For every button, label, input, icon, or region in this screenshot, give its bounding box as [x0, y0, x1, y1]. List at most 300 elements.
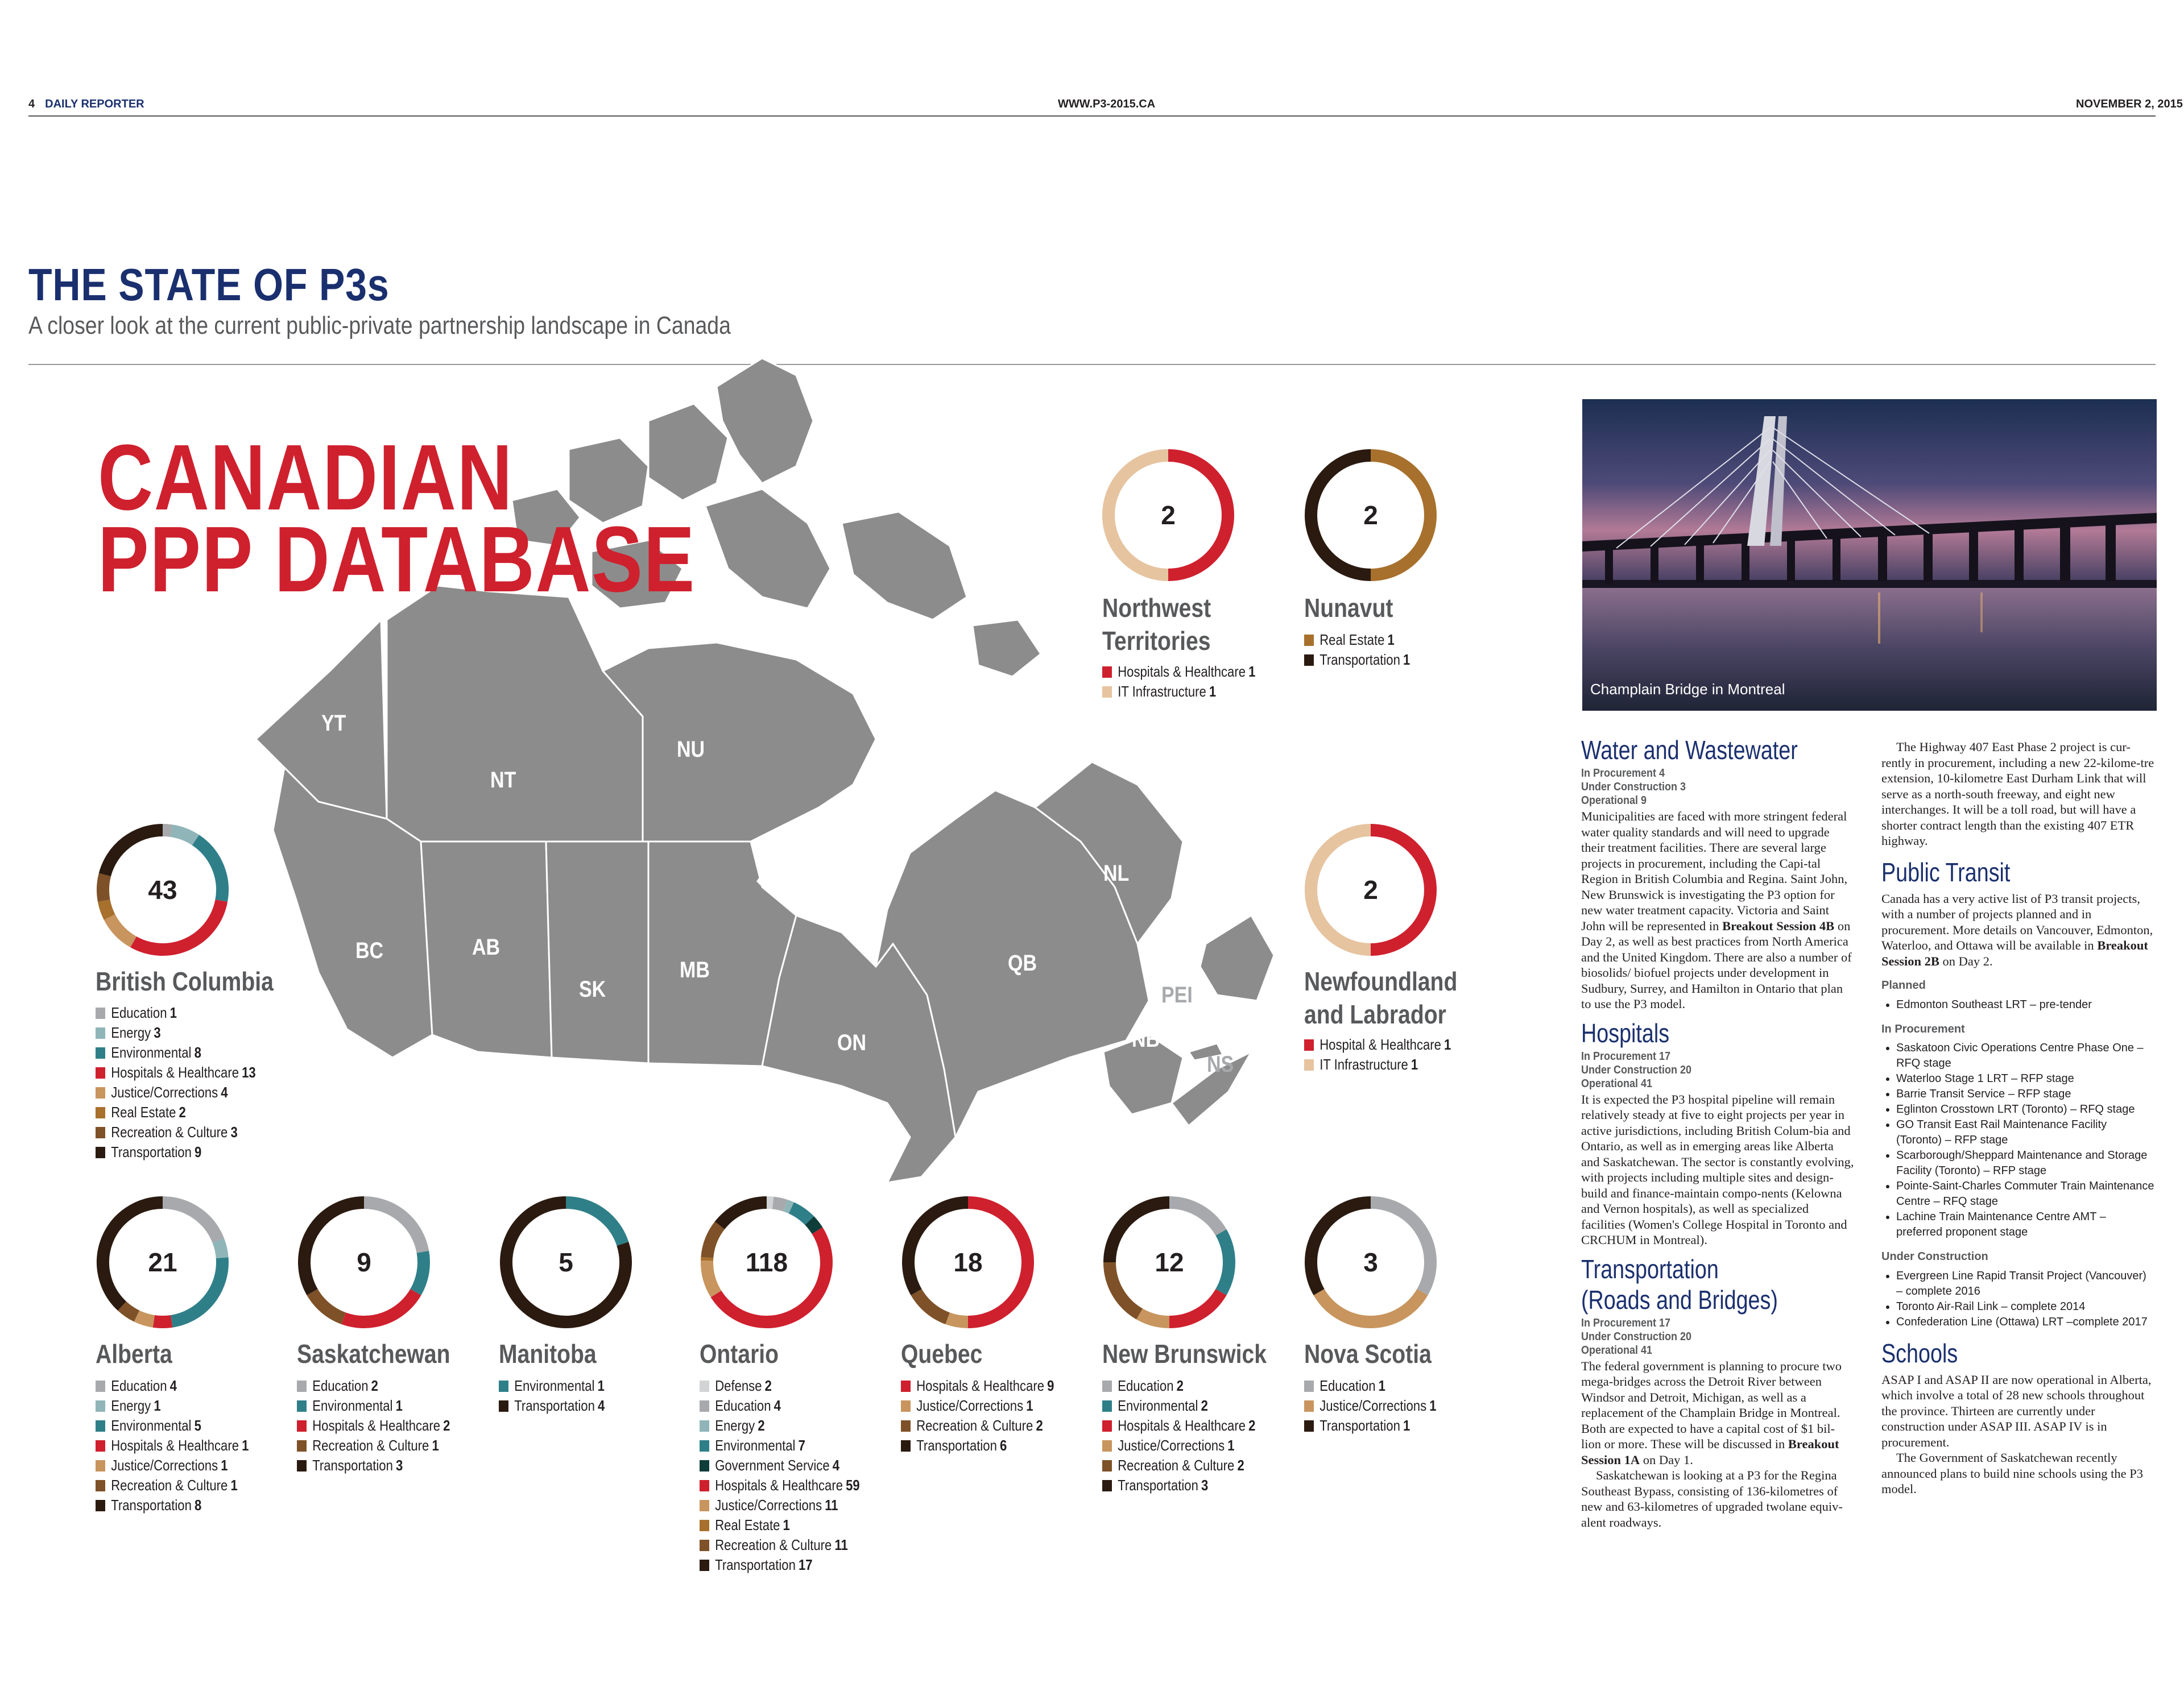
legend-item: [901, 1416, 1054, 1436]
photo-caption: Champlain Bridge in Montreal: [1590, 681, 1785, 698]
legend-swatch: [1304, 1059, 1314, 1071]
legend-label: Environmental: [312, 1397, 393, 1414]
legend-label: Justice/Corrections: [916, 1397, 1024, 1414]
legend-saskatchewan: [297, 1376, 450, 1475]
heading-transportation-sub: (Roads and Bridges): [1581, 1284, 1778, 1315]
legend-value: 1: [432, 1437, 439, 1454]
legend-quebec: [901, 1376, 1054, 1456]
paragraph-transportation-3: The Highway 407 East Phase 2 project is cur-rently in procurement, including a new 22-kilome-tre extension, 10-kilometre East Durham Link that will serve as a north-south freeway, and eight new interchanges. It will be a toll road, but will have a shorter contract length than the existing 407 ETR highway.: [1881, 740, 2154, 848]
legend-item: [1102, 1475, 1255, 1495]
legend-item: [96, 1456, 249, 1475]
text-run: Canada has a very active list of P3 transit projects, with a number of projects planned and in procurement. More details on Vancouver, Edmonton, Waterloo, and Ottawa will be available in: [1881, 891, 2153, 952]
legend-value: 4: [832, 1457, 840, 1474]
legend-value: 9: [1047, 1377, 1054, 1394]
legend-swatch: [901, 1400, 911, 1412]
legend-swatch: [96, 1381, 105, 1392]
donut-total: 9: [357, 1247, 371, 1277]
legend-label: Environmental: [111, 1044, 192, 1061]
legend-item: [96, 1063, 256, 1083]
legend-label: Justice/Corrections: [111, 1084, 218, 1101]
legend-label: Environmental: [111, 1417, 192, 1434]
legend-swatch: [1102, 1400, 1112, 1412]
legend-value: 13: [242, 1064, 256, 1081]
legend-swatch: [96, 1008, 105, 1019]
paragraph-water: [1581, 809, 1854, 1012]
legend-label: Transportation: [111, 1143, 192, 1160]
map-label-nl: NL: [1103, 861, 1130, 886]
legend-value: 1: [597, 1377, 605, 1394]
legend-item: [1304, 630, 1410, 650]
list-construction: [1881, 1269, 2154, 1330]
legend-label: Education: [1320, 1377, 1376, 1394]
legend-swatch: [1102, 1460, 1112, 1472]
legend-label: Transportation: [312, 1457, 393, 1474]
legend-alberta: [96, 1376, 249, 1515]
legend-swatch: [297, 1460, 307, 1472]
legend-value: 17: [798, 1556, 813, 1573]
list-item: • Waterloo Stage 1 LRT – RFP stage: [1896, 1071, 2154, 1087]
legend-item: [96, 1102, 256, 1122]
legend-value: 1: [1227, 1437, 1235, 1454]
donut-chart-manitoba: [498, 1194, 634, 1330]
province-name-alberta: Alberta: [96, 1339, 172, 1369]
legend-item: [499, 1376, 605, 1396]
donut-chart-saskatchewan: [296, 1194, 432, 1330]
subhead-planned: Planned: [1881, 979, 1926, 992]
session-link: Breakout Session 2B: [1881, 938, 2148, 968]
heading-hospitals: Hospitals: [1581, 1018, 1670, 1048]
stat-line: Under Construction 3: [1581, 781, 1686, 793]
legend-item: [1102, 1436, 1255, 1456]
legend-manitoba: [499, 1376, 605, 1416]
legend-swatch: [96, 1420, 105, 1432]
legend-swatch: [1304, 1381, 1314, 1392]
legend-value: 11: [834, 1536, 848, 1553]
heading-transportation: Transportation: [1581, 1254, 1719, 1284]
list-item: • Scarborough/Sheppard Maintenance and Storage Facility (Toronto) – RFP stage: [1896, 1148, 2154, 1179]
legend-value: 2: [1176, 1377, 1184, 1394]
legend-item: [1304, 1396, 1437, 1416]
legend-label: Hospitals & Healthcare: [111, 1064, 239, 1081]
legend-item: [1102, 1456, 1255, 1475]
stat-line: Under Construction 20: [1581, 1063, 1692, 1076]
header-left: [28, 98, 144, 111]
session-link: Breakout Session 1A: [1581, 1437, 1839, 1467]
legend-item: [700, 1475, 860, 1495]
province-name-novascotia: Nova Scotia: [1304, 1339, 1432, 1369]
legend-value: 3: [154, 1024, 161, 1041]
legend-value: 2: [1248, 1417, 1256, 1434]
bridge-illustration: [1582, 399, 2157, 711]
legend-label: IT Infrastructure: [1320, 1056, 1408, 1073]
legend-ontario: [700, 1376, 860, 1575]
legend-value: 2: [1036, 1417, 1043, 1434]
legend-label: Hospitals & Healthcare: [715, 1477, 843, 1494]
province-name-line2: and Labrador: [1304, 1000, 1446, 1029]
legend-item: [901, 1436, 1054, 1456]
donut-total: 12: [1155, 1247, 1184, 1277]
legend-value: 8: [194, 1044, 201, 1061]
legend-label: Government Service: [715, 1457, 830, 1474]
legend-swatch: [1102, 1480, 1112, 1491]
province-name-line2: Territories: [1102, 626, 1211, 656]
legend-swatch: [96, 1107, 105, 1118]
map-label-on: ON: [837, 1030, 866, 1055]
publication-name: DAILY REPORTER: [45, 98, 144, 110]
legend-item: [96, 1122, 256, 1142]
legend-item: [96, 1083, 256, 1102]
legend-swatch: [297, 1440, 307, 1452]
text-run: on Day 2, as well as best practices from North America and the United Kingdom. There are also a number of biosolids/ biofuel projects under development in Sudbury, Surrey, and Hamilton in Ontario that plan to use the P3 model.: [1581, 918, 1852, 1011]
legend-swatch: [96, 1500, 105, 1511]
paragraph-schools-1: ASAP I and ASAP II are now operational in Alberta, which involve a total of 28 new schools throughout the province. Thirteen are currently under construction under ASAP III. ASAP IV is in procurement.: [1881, 1372, 2152, 1449]
legend-item: [96, 1043, 256, 1063]
legend-label: Recreation & Culture: [1118, 1457, 1235, 1474]
legend-bc: [96, 1003, 256, 1162]
legend-label: Environmental: [514, 1377, 595, 1394]
legend-swatch: [96, 1460, 105, 1472]
donut-chart-newbrunswick: [1101, 1194, 1238, 1330]
legend-item: [700, 1555, 860, 1575]
legend-swatch: [96, 1400, 105, 1412]
legend-label: Hospitals & Healthcare: [916, 1377, 1044, 1394]
article-column-1: [1581, 735, 1854, 1530]
stat-line: In Procurement 17: [1581, 1050, 1671, 1063]
legend-label: Justice/Corrections: [715, 1497, 822, 1514]
map-label-ab: AB: [472, 935, 500, 960]
subhead-construction: Under Construction: [1881, 1250, 1988, 1263]
text-run: on Day 2.: [1939, 954, 1993, 968]
legend-value: 1: [169, 1004, 177, 1021]
legend-label: Defense: [715, 1377, 762, 1394]
legend-label: Transportation: [514, 1397, 595, 1414]
donut-total: 2: [1161, 500, 1176, 530]
legend-value: 2: [758, 1417, 765, 1434]
legend-swatch: [700, 1520, 709, 1531]
legend-nwt: [1102, 662, 1255, 702]
legend-value: 3: [395, 1457, 403, 1474]
list-item: • Barrie Transit Service – RFP stage: [1896, 1087, 2154, 1102]
province-name-nunavut: Nunavut: [1304, 593, 1393, 623]
legend-item: [96, 1142, 256, 1162]
legend-value: 4: [774, 1397, 781, 1414]
donut-total: 118: [745, 1247, 788, 1277]
legend-label: Transportation: [111, 1497, 192, 1514]
list-item: • GO Transit East Rail Maintenance Facility (Toronto) – RFP stage: [1896, 1117, 2154, 1148]
legend-label: Education: [111, 1377, 167, 1394]
legend-value: 1: [1387, 631, 1395, 648]
legend-item: [700, 1515, 860, 1535]
legend-label: Recreation & Culture: [111, 1477, 228, 1494]
legend-label: Education: [111, 1004, 167, 1021]
legend-swatch: [96, 1067, 105, 1079]
donut-total: 2: [1363, 875, 1378, 905]
legend-swatch: [1304, 654, 1314, 666]
province-name-bc: British Columbia: [96, 967, 274, 996]
map-label-bc: BC: [355, 938, 384, 963]
legend-item: [700, 1376, 860, 1396]
map-label-ns: NS: [1207, 1052, 1234, 1077]
legend-label: Transportation: [1320, 1417, 1400, 1434]
map-label-nt: NT: [490, 768, 516, 793]
legend-value: 1: [221, 1457, 228, 1474]
legend-item: [96, 1475, 249, 1495]
legend-item: [297, 1456, 450, 1475]
legend-value: 3: [1201, 1477, 1209, 1494]
province-name-newbrunswick: New Brunswick: [1102, 1339, 1267, 1369]
database-title: [98, 425, 696, 611]
map-label-nu: NU: [677, 737, 705, 762]
donut-total: 21: [148, 1247, 177, 1277]
page-subtitle: A closer look at the current public-private partnership landscape in Canada: [28, 312, 731, 339]
legend-swatch: [1304, 1400, 1314, 1412]
legend-value: 6: [999, 1437, 1007, 1454]
donut-chart-ontario: [698, 1194, 835, 1330]
legend-swatch: [901, 1440, 911, 1452]
text-run: The federal government is planning to procure two mega-bridges across the Detroit River between Windsor and Detroit, Michigan, as well as a replacement of the Champlain Bridge in Montreal. Both are expected to have a capital cost of $1 bil-lion or more. These will be discussed in: [1581, 1358, 1842, 1451]
legend-item: [700, 1396, 860, 1416]
stat-line: Under Construction 20: [1581, 1330, 1692, 1343]
legend-item: [700, 1416, 860, 1436]
paragraph-transportation-2: Saskatchewan is looking at a P3 for the Regina Southeast Bypass, consisting of 136-kilometres of new and 63-kilometres of upgraded twolane equiv-alent roadways.: [1581, 1468, 1843, 1530]
article-column-2: [1881, 739, 2154, 1497]
legend-item: [700, 1436, 860, 1456]
legend-swatch: [1102, 1381, 1112, 1392]
legend-swatch: [297, 1400, 307, 1412]
legend-swatch: [700, 1440, 709, 1452]
legend-swatch: [96, 1127, 105, 1138]
legend-swatch: [700, 1400, 709, 1412]
text-run: Municipalities are faced with more stringent federal water quality standards and will need to upgrade their treatment facilities. There are several large projects in procurement, including the Capi-tal Region in British Columbia and Regina. Saint John, New Brunswick is investigating the P3 option for new water treatment capacity. Victoria and Saint John will be represented in: [1581, 809, 1848, 933]
legend-label: Hospitals & Healthcare: [1118, 1417, 1246, 1434]
legend-swatch: [901, 1381, 911, 1392]
legend-label: Hospitals & Healthcare: [1118, 663, 1246, 680]
paragraph-transit: [1881, 891, 2154, 969]
legend-item: [96, 1003, 256, 1023]
legend-item: [1304, 1416, 1437, 1436]
donut-total: 3: [1363, 1247, 1378, 1277]
legend-swatch: [96, 1047, 105, 1059]
map-label-yt: YT: [321, 711, 346, 736]
donut-total: 18: [953, 1247, 983, 1277]
legend-swatch: [499, 1381, 508, 1392]
legend-item: [297, 1416, 450, 1436]
legend-swatch: [700, 1500, 709, 1511]
website-url[interactable]: WWW.P3-2015.CA: [1058, 98, 1156, 110]
legend-item: [499, 1396, 605, 1416]
header-rule: [28, 115, 2156, 117]
database-title-line1: CANADIAN: [98, 425, 514, 529]
legend-swatch: [96, 1087, 105, 1099]
legend-label: Justice/Corrections: [1118, 1437, 1225, 1454]
donut-total: 2: [1363, 500, 1378, 530]
legend-value: 4: [221, 1084, 228, 1101]
legend-item: [1102, 662, 1255, 682]
legend-item: [1102, 1376, 1255, 1396]
legend-item: [1304, 1376, 1437, 1396]
legend-value: 2: [443, 1417, 450, 1434]
list-item: • Pointe-Saint-Charles Commuter Train Maintenance Centre – RFQ stage: [1896, 1179, 2154, 1209]
stat-line: In Procurement 4: [1581, 767, 1665, 780]
legend-swatch: [700, 1560, 709, 1571]
legend-value: 1: [1410, 1056, 1418, 1073]
page-title: THE STATE OF P3s: [28, 259, 390, 310]
legend-label: Hospitals & Healthcare: [111, 1437, 239, 1454]
legend-value: 1: [242, 1437, 249, 1454]
legend-value: 2: [371, 1377, 378, 1394]
province-name-ontario: Ontario: [700, 1339, 779, 1369]
donut-chart-nwt: [1100, 447, 1236, 583]
legend-label: Recreation & Culture: [715, 1536, 832, 1553]
legend-label: Education: [312, 1377, 369, 1394]
legend-item: [1304, 1035, 1451, 1055]
legend-swatch: [1102, 1440, 1112, 1452]
stat-line: Operational 41: [1581, 1344, 1653, 1357]
legend-label: Hospital & Healthcare: [1320, 1036, 1441, 1053]
stat-line: Operational 9: [1581, 794, 1647, 807]
list-planned: [1881, 997, 2154, 1013]
text-run: on Day 1.: [1640, 1452, 1693, 1467]
legend-item: [700, 1495, 860, 1515]
legend-item: [700, 1456, 860, 1475]
heading-water: Water and Wastewater: [1581, 735, 1798, 765]
legend-label: Energy: [111, 1024, 151, 1041]
legend-nunavut: [1304, 630, 1410, 670]
map-label-mb: MB: [680, 958, 710, 983]
legend-swatch: [96, 1480, 105, 1491]
province-name-manitoba: Manitoba: [499, 1339, 597, 1369]
legend-item: [297, 1436, 450, 1456]
map-label-pei: PEI: [1161, 983, 1193, 1008]
legend-swatch: [1304, 635, 1314, 646]
legend-item: [1304, 650, 1410, 670]
legend-value: 1: [395, 1397, 403, 1414]
legend-value: 3: [230, 1124, 238, 1141]
donut-chart-nunavut: [1302, 447, 1439, 583]
legend-label: Environmental: [1118, 1397, 1198, 1414]
province-name-nwt: [1102, 591, 1211, 657]
legend-label: Real Estate: [111, 1104, 176, 1121]
legend-label: Hospitals & Healthcare: [312, 1417, 440, 1434]
legend-label: Transportation: [916, 1437, 997, 1454]
legend-swatch: [1102, 666, 1112, 678]
session-link: Breakout Session 4B: [1722, 918, 1835, 933]
legend-value: 2: [179, 1104, 186, 1121]
legend-value: 11: [825, 1497, 838, 1514]
map-label-nb: NB: [1132, 1027, 1160, 1052]
legend-swatch: [499, 1400, 508, 1412]
legend-swatch: [700, 1540, 709, 1551]
heading-schools: Schools: [1881, 1338, 1958, 1368]
legend-value: 9: [194, 1143, 202, 1160]
legend-swatch: [700, 1420, 709, 1432]
legend-value: 1: [783, 1516, 790, 1533]
donut-chart-newfoundland: [1302, 822, 1439, 958]
list-item: • Edmonton Southeast LRT – pre-tender: [1896, 997, 2154, 1013]
legend-item: [96, 1495, 249, 1515]
legend-swatch: [297, 1381, 307, 1392]
legend-swatch: [96, 1027, 105, 1039]
legend-label: Recreation & Culture: [312, 1437, 429, 1454]
province-name-quebec: Quebec: [901, 1339, 983, 1369]
legend-item: [96, 1023, 256, 1043]
legend-value: 1: [1403, 1417, 1410, 1434]
legend-value: 1: [1403, 651, 1410, 668]
legend-label: IT Infrastructure: [1118, 683, 1206, 700]
donut-chart-bc: [94, 822, 231, 958]
subhead-procurement: In Procurement: [1881, 1022, 1965, 1035]
legend-swatch: [1102, 686, 1112, 698]
database-title-line2: PPP DATABASE: [98, 507, 696, 611]
legend-label: Justice/Corrections: [1320, 1397, 1427, 1414]
donut-chart-alberta: [94, 1194, 231, 1330]
legend-swatch: [700, 1460, 709, 1472]
legend-label: Environmental: [715, 1437, 796, 1454]
list-item: • Confederation Line (Ottawa) LRT –complete 2017: [1896, 1315, 2154, 1330]
heading-transit: Public Transit: [1881, 857, 2011, 887]
legend-value: 1: [1209, 683, 1217, 700]
legend-value: 1: [1248, 663, 1256, 680]
legend-item: [901, 1396, 1054, 1416]
province-name-line1: Northwest: [1102, 593, 1211, 623]
legend-swatch: [96, 1440, 105, 1452]
paragraph-hospitals: It is expected the P3 hospital pipeline will remain relatively steady at five to eight projects per year in active jurisdictions, including British Colum-bia and Ontario, as well as in emerging areas like Alberta and Saskatchewan. The sector is constantly evolving, with projects including multiple sites and design-build and finance-maintain compo-nents (Kelowna and Vernon hospitals), as well as specialized facilities (Women's College Hospital in Toronto and CRCHUM in Montreal).: [1581, 1092, 1854, 1247]
legend-value: 2: [764, 1377, 772, 1394]
legend-label: Real Estate: [1320, 631, 1385, 648]
province-name-line1: Newfoundland: [1304, 967, 1458, 996]
page-number: 4: [28, 98, 35, 110]
legend-item: [1102, 1396, 1255, 1416]
legend-item: [96, 1416, 249, 1436]
legend-swatch: [1304, 1420, 1314, 1432]
legend-item: [901, 1376, 1054, 1396]
list-procurement: [1881, 1041, 2154, 1240]
legend-value: 7: [798, 1437, 805, 1454]
list-item: • Toronto Air-Rail Link – complete 2014: [1896, 1299, 2154, 1315]
legend-value: 2: [1237, 1457, 1244, 1474]
list-item: • Evergreen Line Rapid Transit Project (Vancouver) – complete 2016: [1896, 1269, 2154, 1299]
legend-swatch: [1304, 1039, 1314, 1051]
donut-total: 43: [148, 875, 177, 905]
legend-newfoundland: [1304, 1035, 1451, 1075]
legend-swatch: [901, 1420, 911, 1432]
donut-chart-quebec: [900, 1194, 1036, 1330]
stat-line: Operational 41: [1581, 1077, 1653, 1090]
legend-value: 1: [1378, 1377, 1385, 1394]
legend-value: 4: [597, 1397, 605, 1414]
issue-date: NOVEMBER 2, 2015: [2076, 98, 2183, 110]
legend-value: 1: [154, 1397, 161, 1414]
legend-item: [96, 1436, 249, 1456]
legend-label: Transportation: [715, 1556, 796, 1573]
legend-label: Justice/Corrections: [111, 1457, 218, 1474]
donut-total: 5: [559, 1247, 573, 1277]
legend-swatch: [700, 1381, 709, 1392]
legend-swatch: [297, 1420, 307, 1432]
legend-label: Real Estate: [715, 1516, 780, 1533]
legend-label: Transportation: [1320, 651, 1400, 668]
legend-label: Education: [1118, 1377, 1174, 1394]
legend-item: [297, 1396, 450, 1416]
legend-label: Recreation & Culture: [111, 1124, 228, 1141]
legend-label: Energy: [111, 1397, 151, 1414]
province-name-saskatchewan: Saskatchewan: [297, 1339, 450, 1369]
legend-novascotia: [1304, 1376, 1437, 1436]
legend-item: [297, 1376, 450, 1396]
legend-value: 1: [1429, 1397, 1437, 1414]
legend-item: [700, 1535, 860, 1555]
legend-value: 5: [194, 1417, 201, 1434]
